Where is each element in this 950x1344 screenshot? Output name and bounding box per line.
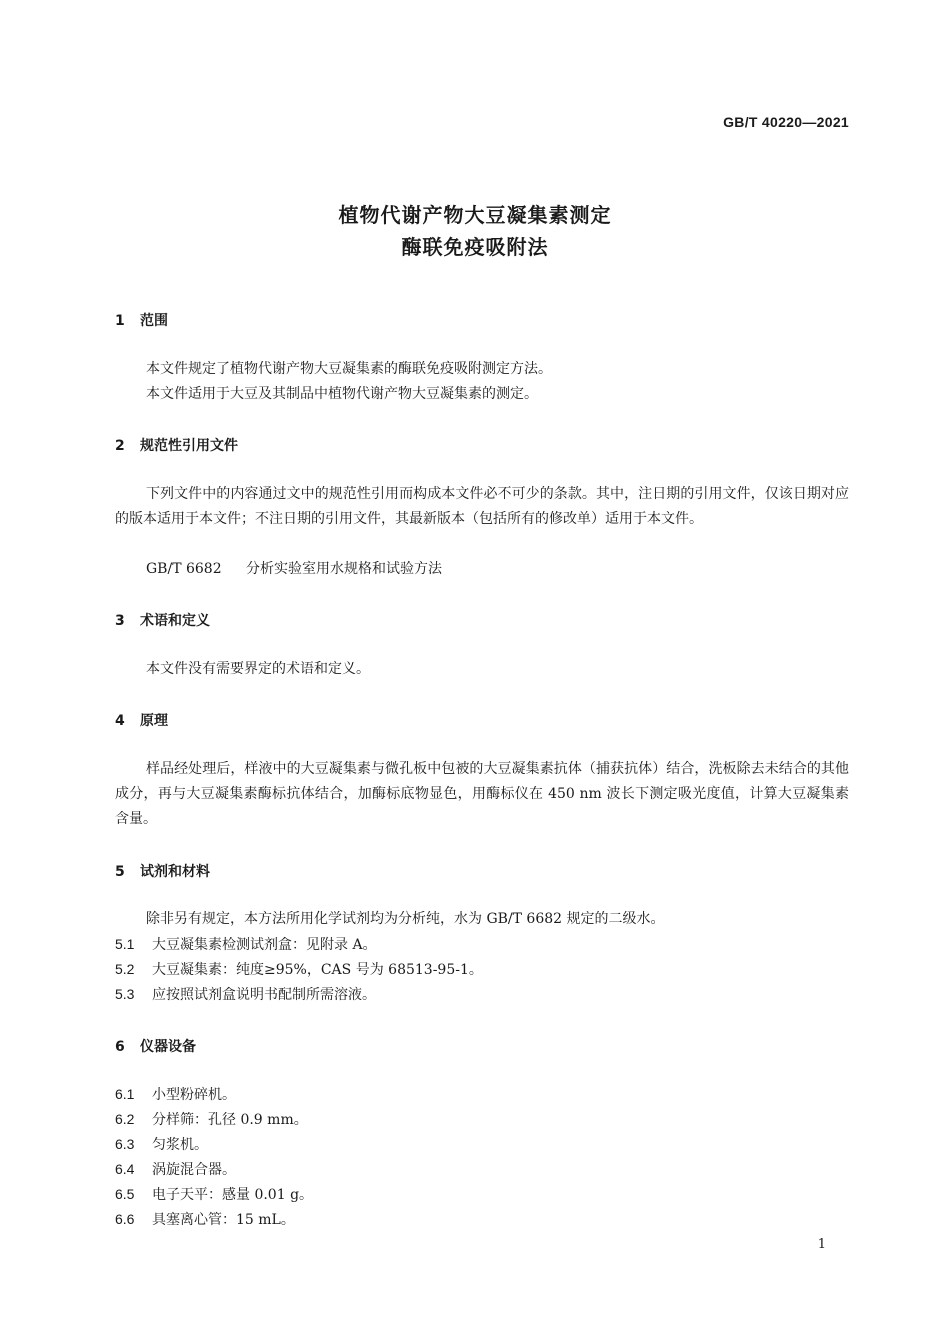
section-heading-apparatus	[115, 1036, 196, 1056]
section-title: 范围	[140, 313, 168, 329]
section-title: 术语和定义	[140, 613, 210, 629]
section-heading-reagents	[115, 861, 210, 881]
section-number: 4	[115, 713, 125, 729]
section-title: 仪器设备	[140, 1039, 196, 1055]
section-title: 原理	[140, 713, 168, 729]
clause-item	[115, 1159, 236, 1180]
document-subtitle: 酶联免疫吸附法	[401, 235, 549, 259]
clause-text: 大豆凝集素：纯度≥95%，CAS 号为 68513-95-1。	[152, 962, 483, 978]
reference-code: GB/T 6682	[146, 561, 222, 577]
clause-text: 匀浆机。	[152, 1137, 208, 1153]
section-number: 6	[115, 1039, 125, 1055]
section-number: 1	[115, 313, 125, 329]
section-number: 5	[115, 864, 125, 880]
clause-item	[115, 1109, 308, 1130]
clause-number: 6.6	[115, 1211, 135, 1227]
clause-number: 5.2	[115, 961, 135, 977]
paragraph: 除非另有规定，本方法所用化学试剂均为分析纯，水为 GB/T 6682 规定的二级水。	[146, 911, 665, 927]
paragraph: 本文件没有需要界定的术语和定义。	[146, 661, 370, 677]
section-number: 2	[115, 438, 125, 454]
clause-number: 6.5	[115, 1186, 135, 1202]
reference-title: 分析实验室用水规格和试验方法	[246, 561, 442, 577]
clause-text: 电子天平：感量 0.01 g。	[152, 1187, 314, 1203]
clause-number: 5.3	[115, 986, 135, 1002]
clause-item	[115, 959, 483, 980]
section-heading-normative-references	[115, 435, 238, 455]
clause-number: 6.1	[115, 1086, 135, 1102]
paragraph: 下列文件中的内容通过文中的规范性引用而构成本文件必不可少的条款。其中，注日期的引用文件，仅该日期对应的版本适用于本文件；不注日期的引用文件，其最新版本（包括所有的修改单）适用于本文件。	[115, 486, 849, 527]
clause-number: 6.2	[115, 1111, 135, 1127]
clause-text: 大豆凝集素检测试剂盒：见附录 A。	[152, 937, 377, 953]
clause-text: 应按照试剂盒说明书配制所需溶液。	[152, 987, 376, 1003]
clause-text: 具塞离心管：15 mL。	[152, 1212, 295, 1228]
clause-number: 5.1	[115, 936, 135, 952]
clause-item	[115, 1134, 208, 1155]
section-title: 试剂和材料	[140, 864, 210, 880]
clause-item	[115, 1209, 295, 1230]
clause-item	[115, 1184, 313, 1205]
clause-number: 6.4	[115, 1161, 135, 1177]
section-number: 3	[115, 613, 125, 629]
page-number: 1	[817, 1237, 826, 1252]
clause-item	[115, 1084, 236, 1105]
clause-item	[115, 934, 377, 955]
reference-entry	[146, 559, 442, 579]
clause-number: 6.3	[115, 1136, 135, 1152]
paragraph: 样品经处理后，样液中的大豆凝集素与微孔板中包被的大豆凝集素抗体（捕获抗体）结合，洗板除去未结合的其他成分，再与大豆凝集素酶标抗体结合，加酶标底物显色，用酶标仪在 450 nm 波长下测定吸光度值，计算大豆凝集素含量。	[115, 761, 849, 827]
section-heading-scope	[115, 310, 168, 330]
section-heading-principle	[115, 710, 168, 730]
standard-code: GB/T 40220—2021	[723, 114, 849, 130]
section-heading-terms	[115, 610, 210, 630]
clause-text: 小型粉碎机。	[152, 1087, 236, 1103]
clause-item	[115, 984, 376, 1005]
paragraph: 本文件规定了植物代谢产物大豆凝集素的酶联免疫吸附测定方法。	[146, 361, 552, 377]
paragraph: 本文件适用于大豆及其制品中植物代谢产物大豆凝集素的测定。	[146, 386, 538, 402]
section-title: 规范性引用文件	[140, 438, 238, 454]
document-title: 植物代谢产物大豆凝集素测定	[338, 203, 612, 227]
clause-text: 涡旋混合器。	[152, 1162, 236, 1178]
clause-text: 分样筛：孔径 0.9 mm。	[152, 1112, 308, 1128]
